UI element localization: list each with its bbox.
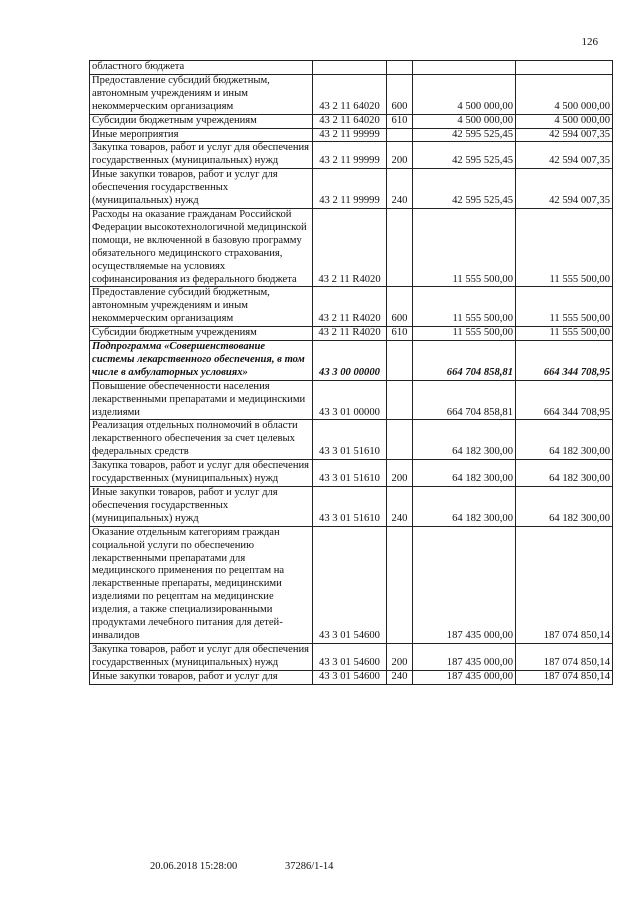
row-name: Субсидии бюджетным учреждениям [90,327,313,341]
row-code: 43 3 01 00000 [313,380,387,420]
row-code: 43 2 11 64020 [313,74,387,114]
row-name: Оказание отдельным категориям граждан социальной услуги по обеспечению лекарственными препаратами для медицинского применения по рецептам на лекарственные препараты, медицинскими изделиями по рецептам на медицинские изделия, а также специализированными продуктами лечебного питания для детей-инвалидов [90,526,313,643]
row-amount-actual [516,61,613,75]
row-amount-actual: 11 555 500,00 [516,327,613,341]
row-amount-plan: 11 555 500,00 [413,208,516,286]
row-amount-plan: 664 704 858,81 [413,341,516,381]
table-row [90,142,613,169]
row-expense-type [387,61,413,75]
row-amount-plan: 187 435 000,00 [413,670,516,684]
row-code: 43 2 11 64020 [313,114,387,128]
table-row [90,208,613,286]
row-amount-actual: 187 074 850,14 [516,670,613,684]
row-amount-actual: 187 074 850,14 [516,526,613,643]
footer-doc-number: 37286/1-14 [285,861,334,872]
row-expense-type: 200 [387,460,413,487]
row-expense-type [387,341,413,381]
row-code: 43 2 11 R4020 [313,208,387,286]
row-code: 43 3 01 54600 [313,670,387,684]
row-amount-plan: 187 435 000,00 [413,643,516,670]
row-amount-actual: 4 500 000,00 [516,114,613,128]
table-row [90,287,613,327]
table-row [90,643,613,670]
table-row [90,380,613,420]
row-name: Иные закупки товаров, работ и услуг для обеспечения государственных (муниципальных) нужд [90,169,313,209]
row-amount-plan: 64 182 300,00 [413,420,516,460]
row-code [313,61,387,75]
row-amount-actual: 42 594 007,35 [516,128,613,142]
row-name: Предоставление субсидий бюджетным, автономным учреждениям и иным некоммерческим организациям [90,287,313,327]
row-expense-type: 240 [387,670,413,684]
row-amount-actual: 64 182 300,00 [516,460,613,487]
row-amount-plan: 187 435 000,00 [413,526,516,643]
row-amount-actual: 664 344 708,95 [516,380,613,420]
row-code: 43 3 01 54600 [313,643,387,670]
row-expense-type: 610 [387,327,413,341]
table-row [90,114,613,128]
row-name: Реализация отдельных полномочий в области лекарственного обеспечения за счет целевых федеральных средств [90,420,313,460]
row-amount-plan [413,61,516,75]
row-name: Иные мероприятия [90,128,313,142]
row-amount-plan: 11 555 500,00 [413,287,516,327]
row-expense-type [387,128,413,142]
footer-date: 20.06.2018 15:28:00 [150,861,238,872]
row-expense-type: 200 [387,643,413,670]
row-amount-actual: 42 594 007,35 [516,169,613,209]
row-code: 43 2 11 R4020 [313,327,387,341]
table-row [90,460,613,487]
budget-table [89,60,613,685]
row-amount-actual: 11 555 500,00 [516,287,613,327]
row-expense-type: 200 [387,142,413,169]
row-code: 43 2 11 99999 [313,128,387,142]
row-code: 43 3 01 51610 [313,420,387,460]
table-row [90,128,613,142]
row-amount-plan: 4 500 000,00 [413,114,516,128]
table-row [90,341,613,381]
row-expense-type: 240 [387,487,413,527]
row-amount-actual: 187 074 850,14 [516,643,613,670]
table-row [90,74,613,114]
row-amount-actual: 64 182 300,00 [516,487,613,527]
row-code: 43 2 11 99999 [313,142,387,169]
row-amount-plan: 42 595 525,45 [413,142,516,169]
row-expense-type: 600 [387,287,413,327]
row-amount-actual: 664 344 708,95 [516,341,613,381]
row-amount-plan: 664 704 858,81 [413,380,516,420]
row-code: 43 2 11 99999 [313,169,387,209]
table-row [90,169,613,209]
row-expense-type [387,526,413,643]
row-amount-plan: 4 500 000,00 [413,74,516,114]
row-expense-type [387,208,413,286]
table-row [90,327,613,341]
table-row [90,420,613,460]
row-code: 43 3 00 00000 [313,341,387,381]
row-name: Закупка товаров, работ и услуг для обеспечения государственных (муниципальных) нужд [90,460,313,487]
row-code: 43 2 11 R4020 [313,287,387,327]
page-number: 126 [581,36,598,48]
row-expense-type: 610 [387,114,413,128]
row-amount-actual: 42 594 007,35 [516,142,613,169]
row-name: областного бюджета [90,61,313,75]
row-name: Субсидии бюджетным учреждениям [90,114,313,128]
row-name: Иные закупки товаров, работ и услуг для [90,670,313,684]
row-code: 43 3 01 51610 [313,460,387,487]
row-name: Подпрограмма «Совершенствование системы лекарственного обеспечения, в том числе в амбулаторных условиях» [90,341,313,381]
table-row [90,487,613,527]
row-amount-actual: 4 500 000,00 [516,74,613,114]
row-name: Закупка товаров, работ и услуг для обеспечения государственных (муниципальных) нужд [90,643,313,670]
row-name: Расходы на оказание гражданам Российской Федерации высокотехнологичной медицинской помощи, не включенной в базовую программу обязательного медицинского страхования, осуществляемые на условиях софинансирования из федерального бюджета [90,208,313,286]
row-name: Повышение обеспеченности населения лекарственными препаратами и медицинскими изделиями [90,380,313,420]
row-amount-plan: 42 595 525,45 [413,169,516,209]
row-code: 43 3 01 51610 [313,487,387,527]
row-expense-type [387,420,413,460]
row-amount-plan: 64 182 300,00 [413,487,516,527]
row-amount-plan: 11 555 500,00 [413,327,516,341]
row-amount-actual: 11 555 500,00 [516,208,613,286]
row-name: Предоставление субсидий бюджетным, автономным учреждениям и иным некоммерческим организациям [90,74,313,114]
row-amount-plan: 64 182 300,00 [413,460,516,487]
table-row [90,61,613,75]
row-name: Иные закупки товаров, работ и услуг для обеспечения государственных (муниципальных) нужд [90,487,313,527]
row-amount-plan: 42 595 525,45 [413,128,516,142]
row-name: Закупка товаров, работ и услуг для обеспечения государственных (муниципальных) нужд [90,142,313,169]
row-expense-type: 240 [387,169,413,209]
row-expense-type [387,380,413,420]
row-expense-type: 600 [387,74,413,114]
table-row [90,670,613,684]
row-code: 43 3 01 54600 [313,526,387,643]
row-amount-actual: 64 182 300,00 [516,420,613,460]
table-row [90,526,613,643]
